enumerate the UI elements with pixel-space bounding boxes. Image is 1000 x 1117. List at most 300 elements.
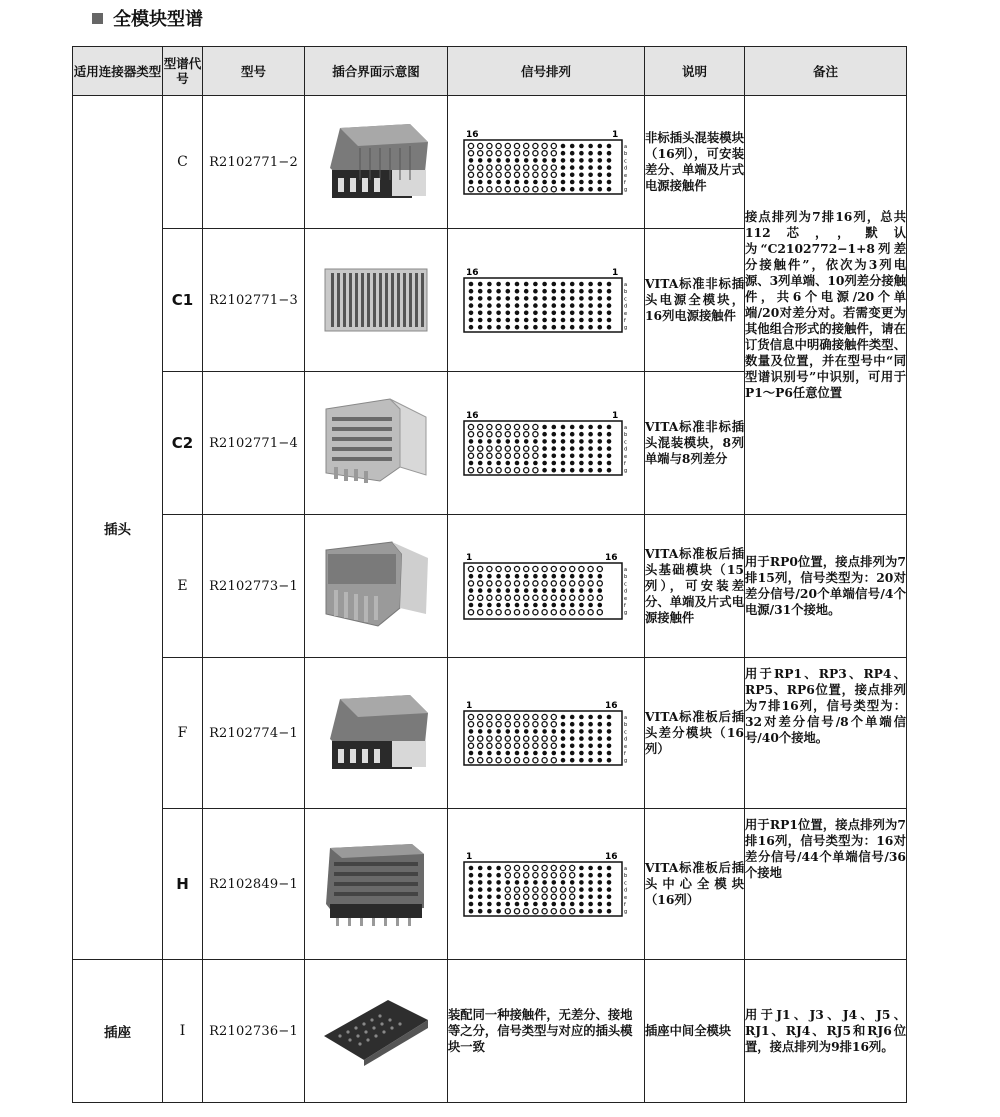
contact-point <box>515 880 520 885</box>
contact-point <box>469 603 474 608</box>
contact-point <box>588 909 593 914</box>
interface-image <box>305 658 448 809</box>
contact-point <box>570 595 575 600</box>
contact-point <box>533 880 538 885</box>
note-cell: 接点排列为7排16列，总共112芯，，默认为“C2102772−1+8列差分接触件”，依次为3列电源、3列单端、10列差分接触件，共6个电源/20个单端/20对差分对。若需变更为其他组合形式的接触件，请在订货信息中明确接触件类型、数量及位置，并在型号中“同型谱识别号”中识别，可用于P1～P6任意位置 <box>745 96 907 515</box>
contact-point <box>506 180 511 185</box>
contact-point <box>487 289 492 294</box>
axis-right: 1 <box>612 268 619 278</box>
contact-point <box>469 866 474 871</box>
contact-point <box>469 289 474 294</box>
contact-point <box>496 180 501 185</box>
contact-point <box>588 325 593 330</box>
contact-point <box>570 722 575 727</box>
code-cell: E <box>163 515 203 658</box>
contact-point <box>478 325 483 330</box>
row-letter: e <box>624 310 628 317</box>
contact-point <box>478 729 483 734</box>
contact-point <box>478 172 483 177</box>
contact-point <box>542 439 547 444</box>
contact-point <box>588 736 593 741</box>
contact-point <box>598 187 603 192</box>
contact-point <box>478 887 483 892</box>
contact-point <box>515 311 520 316</box>
contact-point <box>524 751 529 756</box>
contact-point <box>561 454 566 459</box>
contact-point <box>478 595 483 600</box>
contact-point <box>561 744 566 749</box>
contact-point <box>542 887 547 892</box>
row-letter: d <box>624 887 628 894</box>
contact-point <box>542 588 547 593</box>
contact-point <box>542 151 547 156</box>
contact-point <box>515 296 520 301</box>
contact-point <box>533 902 538 907</box>
contact-point <box>570 873 575 878</box>
contact-point <box>533 595 538 600</box>
contact-point <box>478 873 483 878</box>
contact-point <box>561 751 566 756</box>
contact-point <box>598 289 603 294</box>
contact-point <box>478 151 483 156</box>
contact-point <box>496 909 501 914</box>
contact-point <box>506 282 511 287</box>
contact-point <box>579 610 584 615</box>
desc-cell: VITA标准板后插头基础模块（15列），可安装差分、单端及片式电源接触件 <box>645 515 745 658</box>
signal-cell <box>448 809 645 960</box>
page-title-text: 全模块型谱 <box>113 9 203 30</box>
contact-point <box>487 722 492 727</box>
contact-point <box>524 581 529 586</box>
contact-point <box>570 432 575 437</box>
contact-point <box>514 722 519 727</box>
contact-point <box>487 743 492 748</box>
contact-point <box>551 714 556 719</box>
contact-point <box>579 595 584 600</box>
axis-left: 16 <box>466 268 479 278</box>
contact-point <box>551 736 556 741</box>
contact-point <box>542 714 547 719</box>
contact-point <box>533 180 538 185</box>
contact-point <box>542 165 547 170</box>
contact-point <box>607 895 612 900</box>
contact-point <box>487 873 492 878</box>
contact-point <box>496 187 501 192</box>
contact-point <box>598 318 603 323</box>
contact-point <box>598 173 603 178</box>
contact-point <box>570 461 575 466</box>
table-row <box>73 96 907 229</box>
contact-point <box>542 461 547 466</box>
contact-point <box>524 743 529 748</box>
contact-point <box>478 743 483 748</box>
contact-point <box>514 610 519 615</box>
contact-point <box>598 296 603 301</box>
contact-point <box>570 151 575 156</box>
contact-point <box>533 289 538 294</box>
contact-point <box>570 581 575 586</box>
contact-point <box>496 303 501 308</box>
contact-point <box>469 180 474 185</box>
contact-point <box>552 454 557 459</box>
contact-point <box>515 282 520 287</box>
contact-point <box>598 468 603 473</box>
contact-point <box>570 439 575 444</box>
contact-point <box>514 172 519 177</box>
contact-point <box>588 158 593 163</box>
contact-grid <box>468 566 627 616</box>
model-cell: R2102773−1 <box>203 515 305 658</box>
contact-point <box>524 873 529 878</box>
contact-point <box>588 318 593 323</box>
contact-point <box>514 165 519 170</box>
contact-point <box>598 303 603 308</box>
axis-right: 1 <box>612 411 619 421</box>
contact-point <box>478 909 483 914</box>
contact-point <box>514 873 519 878</box>
contact-point <box>496 158 501 163</box>
contact-point <box>533 446 538 451</box>
contact-point <box>588 595 593 600</box>
contact-point <box>579 873 584 878</box>
contact-point <box>496 902 501 907</box>
contact-point <box>570 173 575 178</box>
contact-point <box>533 714 538 719</box>
contact-point <box>514 151 519 156</box>
contact-point <box>533 172 538 177</box>
contact-point <box>598 165 603 170</box>
contact-point <box>468 736 473 741</box>
contact-point <box>505 566 510 571</box>
contact-point <box>579 454 584 459</box>
contact-point <box>533 566 538 571</box>
contact-point <box>542 603 547 608</box>
contact-point <box>524 880 529 885</box>
contact-point <box>496 325 501 330</box>
row-letter: f <box>624 461 626 467</box>
contact-point <box>505 468 510 473</box>
contact-point <box>552 432 557 437</box>
contact-point <box>561 461 566 466</box>
contact-point <box>607 866 612 871</box>
contact-point <box>552 282 557 287</box>
contact-point <box>551 865 556 870</box>
contact-point <box>505 151 510 156</box>
contact-point <box>506 588 511 593</box>
contact-point <box>588 282 593 287</box>
contact-point <box>496 736 501 741</box>
contact-point <box>496 603 501 608</box>
contact-point <box>496 610 501 615</box>
contact-point <box>487 729 492 734</box>
contact-point <box>524 187 529 192</box>
contact-point <box>533 439 538 444</box>
row-letter: d <box>624 736 628 743</box>
contact-point <box>496 887 501 892</box>
contact-point <box>515 902 520 907</box>
contact-point <box>487 453 492 458</box>
contact-point <box>533 873 538 878</box>
contact-point <box>496 574 501 579</box>
contact-point <box>524 318 529 323</box>
contact-point <box>552 425 557 430</box>
contact-point <box>588 722 593 727</box>
contact-point <box>533 736 538 741</box>
contact-point <box>561 173 566 178</box>
contact-point <box>468 722 473 727</box>
contact-point <box>579 722 584 727</box>
contact-point <box>561 296 566 301</box>
contact-point <box>542 865 547 870</box>
contact-point <box>496 758 501 763</box>
contact-point <box>579 446 584 451</box>
contact-grid <box>468 143 627 193</box>
contact-point <box>533 468 538 473</box>
note-cell: 用于RP1、RP3、RP4、RP5、RP6位置，接点排列为7排16列，信号类型为：32对差分信号/8个单端信号/40个接地。 <box>745 658 907 809</box>
contact-point <box>506 729 511 734</box>
contact-point <box>552 289 557 294</box>
contact-point <box>607 715 612 720</box>
connector-photo-socket <box>320 996 432 1066</box>
contact-point <box>598 902 603 907</box>
contact-point <box>524 165 529 170</box>
contact-point <box>468 143 473 148</box>
contact-point <box>524 303 529 308</box>
contact-point <box>598 588 603 593</box>
contact-point <box>487 432 492 437</box>
contact-point <box>496 873 501 878</box>
contact-point <box>570 902 575 907</box>
contact-point <box>524 894 529 899</box>
interface-image <box>305 96 448 229</box>
axis-left: 1 <box>466 852 473 862</box>
contact-point <box>570 158 575 163</box>
contact-point <box>552 588 557 593</box>
contact-point <box>505 722 510 727</box>
contact-point <box>533 588 538 593</box>
contact-point <box>487 603 492 608</box>
contact-point <box>588 303 593 308</box>
connector-photo-h <box>320 838 432 930</box>
contact-point <box>579 180 584 185</box>
contact-point <box>514 446 519 451</box>
contact-point <box>533 887 538 892</box>
row-letter: c <box>624 158 627 165</box>
contact-point <box>542 468 547 473</box>
contact-point <box>478 714 483 719</box>
contact-point <box>560 566 565 571</box>
contact-point <box>607 187 612 192</box>
contact-point <box>496 453 501 458</box>
contact-point <box>560 581 565 586</box>
contact-point <box>542 180 547 185</box>
contact-point <box>524 158 529 163</box>
contact-point <box>542 425 547 430</box>
contact-point <box>487 758 492 763</box>
contact-point <box>524 432 529 437</box>
contact-point <box>598 432 603 437</box>
contact-point <box>487 736 492 741</box>
contact-point <box>597 595 602 600</box>
contact-point <box>524 143 529 148</box>
contact-point <box>579 425 584 430</box>
desc-cell: 插座中间全模块 <box>645 960 745 1103</box>
contact-point <box>588 180 593 185</box>
contact-point <box>607 173 612 178</box>
contact-point <box>542 158 547 163</box>
contact-point <box>542 751 547 756</box>
contact-point <box>468 151 473 156</box>
contact-point <box>570 144 575 149</box>
row-letter: c <box>624 296 627 303</box>
contact-point <box>579 581 584 586</box>
row-letter: e <box>624 595 628 602</box>
contact-point <box>607 439 612 444</box>
contact-point <box>468 172 473 177</box>
contact-point <box>524 595 529 600</box>
contact-point <box>588 866 593 871</box>
contact-point <box>524 722 529 727</box>
desc-cell: VITA标准板后插头中心全模块（16列） <box>645 809 745 960</box>
contact-point <box>579 866 584 871</box>
contact-point <box>542 894 547 899</box>
contact-point <box>607 751 612 756</box>
contact-point <box>542 566 547 571</box>
contact-point <box>542 172 547 177</box>
contact-point <box>597 581 602 586</box>
contact-point <box>524 714 529 719</box>
contact-point <box>478 581 483 586</box>
contact-point <box>487 303 492 308</box>
row-letter: d <box>624 446 628 453</box>
contact-point <box>551 581 556 586</box>
contact-point <box>542 610 547 615</box>
contact-point <box>598 151 603 156</box>
contact-point <box>561 588 566 593</box>
contact-point <box>487 311 492 316</box>
contact-point <box>542 187 547 192</box>
contact-point <box>505 446 510 451</box>
contact-point <box>496 581 501 586</box>
contact-point <box>598 736 603 741</box>
contact-point <box>552 311 557 316</box>
contact-point <box>598 325 603 330</box>
contact-point <box>542 902 547 907</box>
contact-point <box>478 453 483 458</box>
contact-point <box>570 311 575 316</box>
contact-point <box>579 144 584 149</box>
code-cell: F <box>163 658 203 809</box>
axis-left: 16 <box>466 130 479 140</box>
contact-point <box>487 574 492 579</box>
contact-point <box>524 887 529 892</box>
contact-point <box>551 722 556 727</box>
contact-point <box>496 729 501 734</box>
contact-point <box>542 311 547 316</box>
contact-point <box>524 461 529 466</box>
contact-point <box>607 880 612 885</box>
contact-point <box>542 729 547 734</box>
contact-point <box>524 909 529 914</box>
contact-point <box>598 895 603 900</box>
contact-point <box>524 311 529 316</box>
contact-point <box>551 172 556 177</box>
contact-point <box>552 902 557 907</box>
signal-cell <box>448 515 645 658</box>
contact-point <box>533 865 538 870</box>
contact-point <box>570 865 575 870</box>
contact-point <box>524 566 529 571</box>
signal-diagram-c <box>462 127 630 197</box>
contact-point <box>579 282 584 287</box>
contact-point <box>561 736 566 741</box>
contact-point <box>542 595 547 600</box>
contact-point <box>579 736 584 741</box>
contact-point <box>579 715 584 720</box>
contact-point <box>561 187 566 192</box>
contact-point <box>478 158 483 163</box>
contact-point <box>579 296 584 301</box>
contact-point <box>515 289 520 294</box>
contact-point <box>496 880 501 885</box>
contact-point <box>588 289 593 294</box>
contact-point <box>607 158 612 163</box>
contact-point <box>560 610 565 615</box>
contact-point <box>496 895 501 900</box>
contact-point <box>505 581 510 586</box>
contact-point <box>598 603 603 608</box>
contact-point <box>551 187 556 192</box>
contact-point <box>487 187 492 192</box>
contact-point <box>533 311 538 316</box>
contact-point <box>607 758 612 763</box>
contact-point <box>607 454 612 459</box>
contact-point <box>607 151 612 156</box>
row-letter: e <box>624 172 628 179</box>
row-letter: a <box>624 866 628 872</box>
group-plug: 插头 <box>73 96 163 960</box>
axis-left: 16 <box>466 411 479 421</box>
contact-point <box>542 454 547 459</box>
contact-point <box>579 895 584 900</box>
contact-point <box>487 588 492 593</box>
contact-point <box>496 714 501 719</box>
contact-point <box>551 595 556 600</box>
header-desc: 说明 <box>645 47 745 96</box>
contact-point <box>542 446 547 451</box>
contact-point <box>514 581 519 586</box>
contact-point <box>505 873 510 878</box>
contact-point <box>551 758 556 763</box>
contact-point <box>514 468 519 473</box>
contact-point <box>560 887 565 892</box>
contact-grid <box>468 424 627 474</box>
row-letter: c <box>624 880 627 887</box>
contact-point <box>478 303 483 308</box>
contact-point <box>561 158 566 163</box>
contact-point <box>524 180 529 185</box>
contact-point <box>551 743 556 748</box>
contact-point <box>570 289 575 294</box>
contact-point <box>607 468 612 473</box>
contact-point <box>487 282 492 287</box>
contact-point <box>607 722 612 727</box>
contact-point <box>533 303 538 308</box>
contact-point <box>588 446 593 451</box>
contact-point <box>506 603 511 608</box>
contact-point <box>478 311 483 316</box>
contact-point <box>515 574 520 579</box>
